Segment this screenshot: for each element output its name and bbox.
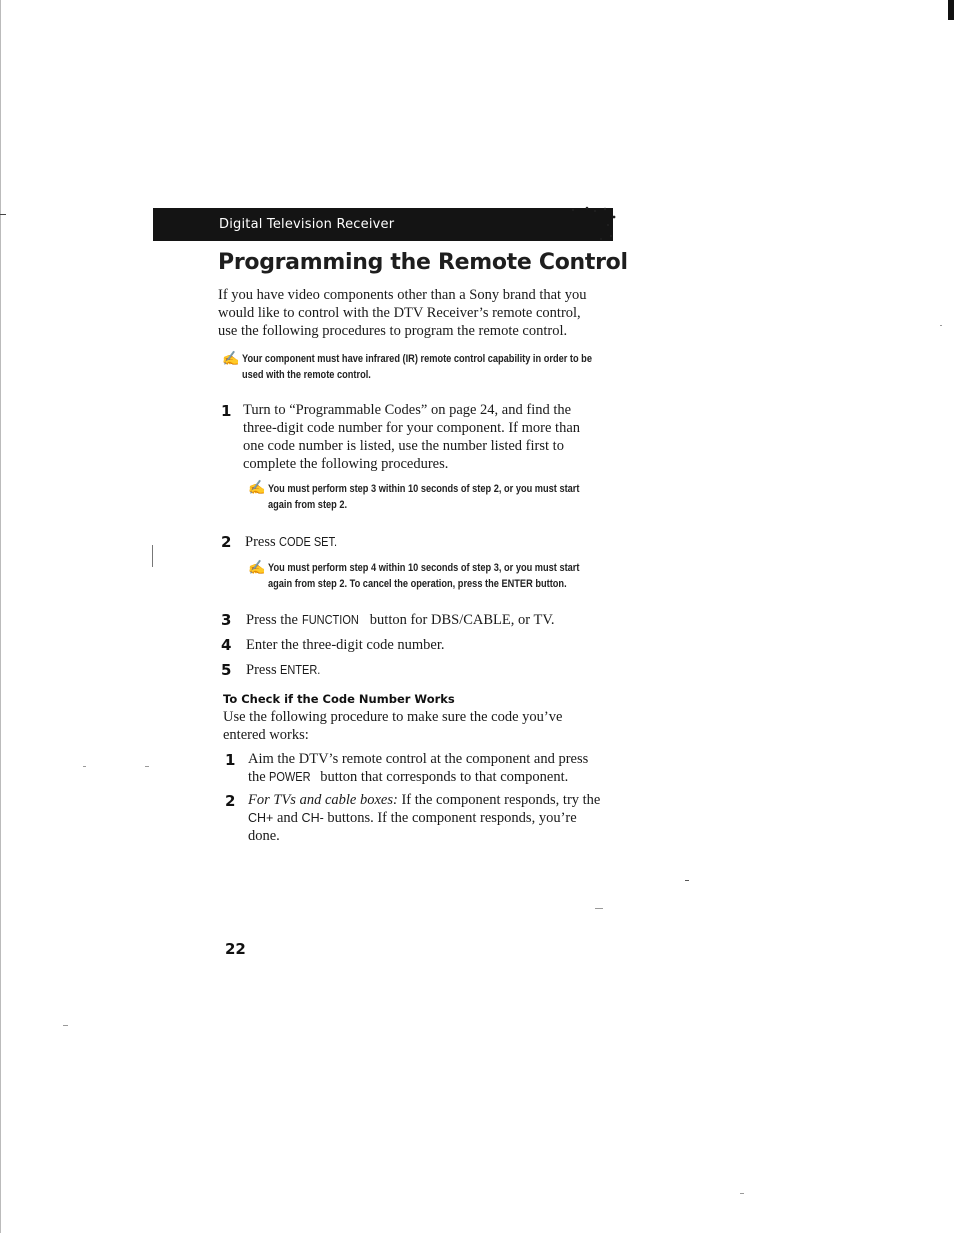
step-2-text bbox=[245, 533, 345, 551]
check2-italic-lead: For TVs and cable boxes: bbox=[248, 792, 398, 808]
step1-line-3: one code number is listed, use the number listed first to bbox=[243, 438, 564, 454]
check2-line1-rest: If the component responds, try the bbox=[401, 792, 601, 808]
scan-mark-vertical bbox=[152, 545, 153, 567]
step2-prefix: Press bbox=[245, 534, 276, 550]
check1-line2-prefix: the bbox=[248, 769, 266, 785]
scan-left-edge bbox=[0, 0, 1, 1233]
step-5-text bbox=[246, 661, 326, 679]
code-set-button-label: CODE SET. bbox=[279, 535, 338, 549]
step1-note-line-2: again from step 2. bbox=[268, 499, 348, 511]
check-intro bbox=[223, 708, 562, 744]
scan-noise-decoration bbox=[565, 205, 617, 243]
function-button-label: FUNCTION bbox=[301, 613, 359, 627]
step-1-number: 1 bbox=[221, 402, 232, 420]
intro-line-3: use the following procedures to program the remote control. bbox=[218, 323, 568, 339]
step-4-number: 4 bbox=[221, 636, 232, 654]
check2-line2-rest: buttons. If the component responds, you’re bbox=[327, 810, 577, 826]
note-text-1 bbox=[242, 351, 592, 383]
step3-prefix: Press the bbox=[246, 612, 298, 628]
check-step-2-text bbox=[248, 791, 600, 845]
ch-plus-button-label: CH+ bbox=[248, 811, 274, 825]
note-block-1 bbox=[222, 350, 239, 368]
step-1-note bbox=[268, 481, 579, 513]
step1-line-2: three-digit code number for your component. If more than bbox=[243, 420, 581, 436]
check-heading: To Check if the Code Number Works bbox=[223, 692, 455, 706]
step-1-text bbox=[243, 401, 580, 473]
step1-note-line-1: You must perform step 3 within 10 seconds of step 2, or you must start bbox=[268, 483, 580, 495]
step-5-number: 5 bbox=[221, 661, 232, 679]
check2-line-1 bbox=[248, 791, 600, 809]
check-step-1-text bbox=[248, 750, 588, 786]
note1-line-2: used with the remote control. bbox=[242, 369, 371, 381]
intro-paragraph bbox=[218, 286, 586, 340]
step-3-text bbox=[246, 611, 555, 629]
scan-speck bbox=[0, 214, 6, 215]
step1-line-1: Turn to “Programmable Codes” on page 24, and find the bbox=[243, 402, 572, 418]
header-label: Digital Television Receiver bbox=[219, 217, 395, 232]
step-3-number: 3 bbox=[221, 611, 232, 629]
scan-speck bbox=[145, 766, 149, 767]
note-icon: ✍ bbox=[248, 561, 266, 576]
enter-button-label: ENTER. bbox=[280, 663, 321, 677]
scan-speck bbox=[83, 766, 86, 767]
check2-line-3: done. bbox=[248, 828, 280, 844]
step1-line-4: complete the following procedures. bbox=[243, 456, 449, 472]
scan-edge-mark bbox=[948, 0, 954, 20]
scan-speck bbox=[63, 1025, 68, 1026]
step2-note-line-2: again from step 2. To cancel the operation, press the ENTER button. bbox=[268, 578, 567, 590]
scan-speck bbox=[940, 325, 942, 326]
check-intro-line-1: Use the following procedure to make sure the code you’ve bbox=[223, 709, 563, 725]
step-2-note-icon-wrap bbox=[248, 559, 265, 577]
scan-speck bbox=[595, 908, 603, 909]
check-intro-line-2: entered works: bbox=[223, 727, 309, 743]
step2-note-line-1: You must perform step 4 within 10 seconds of step 3, or you must start bbox=[268, 562, 580, 574]
ch-minus-button-label: CH- bbox=[301, 811, 324, 825]
note-icon: ✍ bbox=[222, 352, 240, 367]
power-button-label: POWER bbox=[269, 770, 311, 784]
step3-suffix: button for DBS/CABLE, or TV. bbox=[369, 612, 555, 628]
intro-line-1: If you have video components other than a Sony brand that you bbox=[218, 287, 587, 303]
check1-line2-suffix: button that corresponds to that component. bbox=[320, 769, 569, 785]
scan-speck bbox=[685, 880, 689, 881]
check-step-1-number: 1 bbox=[225, 751, 236, 769]
step5-prefix: Press bbox=[246, 662, 277, 678]
check-step-2-number: 2 bbox=[225, 792, 236, 810]
step-2-number: 2 bbox=[221, 533, 232, 551]
note-icon: ✍ bbox=[248, 481, 266, 496]
scan-speck bbox=[740, 1193, 744, 1194]
note1-line-1: Your component must have infrared (IR) remote control capability in order to be bbox=[242, 353, 592, 365]
step-2-note bbox=[268, 560, 579, 592]
intro-line-2: would like to control with the DTV Receiver’s remote control, bbox=[218, 305, 581, 321]
header-bar bbox=[153, 208, 613, 241]
page-title: Programming the Remote Control bbox=[218, 250, 628, 275]
check2-line-2 bbox=[248, 809, 600, 827]
page-number: 22 bbox=[225, 940, 246, 958]
step-1-note-icon-wrap bbox=[248, 479, 265, 497]
check1-line-1: Aim the DTV’s remote control at the component and press bbox=[248, 751, 589, 767]
check1-line-2 bbox=[248, 768, 588, 786]
step-4-text: Enter the three-digit code number. bbox=[246, 637, 445, 653]
check2-line2-and: and bbox=[276, 810, 298, 826]
